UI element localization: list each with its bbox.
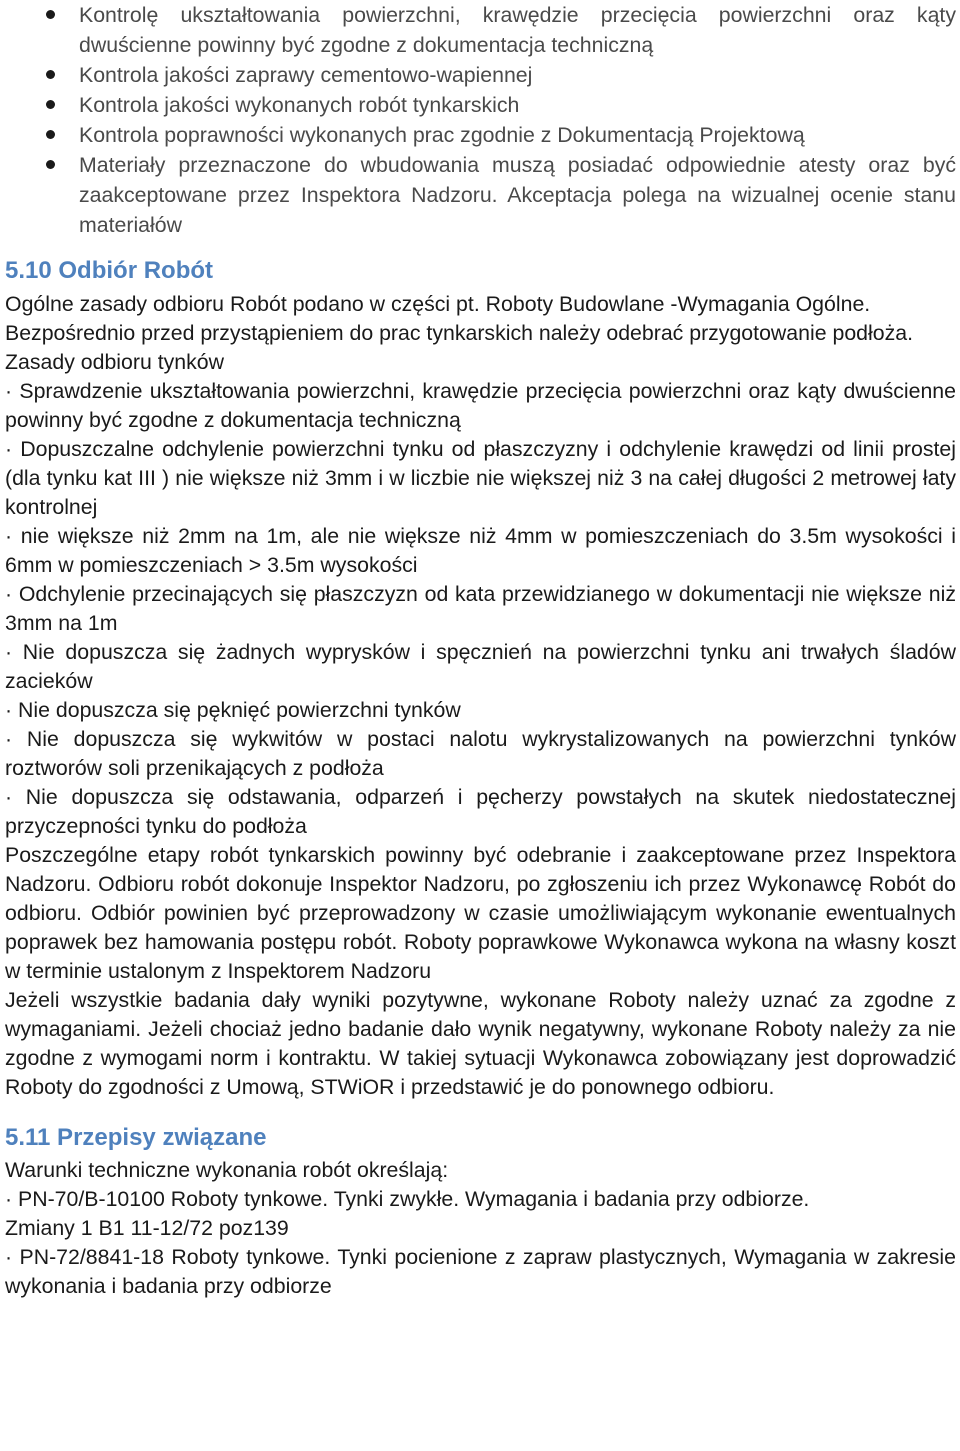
paragraph: · PN-70/B-10100 Roboty tynkowe. Tynki zwykłe. Wymagania i badania przy odbiorze. [5, 1187, 810, 1211]
paragraph: · Sprawdzenie ukształtowania powierzchni, krawędzie przecięcia powierzchni oraz kąty dwuścienne powinny być zgodne z dokumentacja techniczną [5, 379, 956, 432]
bullet-item [5, 150, 956, 240]
paragraph: Poszczególne etapy robót tynkarskich powinny być odebranie i zaakceptowane przez Inspektora Nadzoru. Odbioru robót dokonuje Inspektor Nadzoru, po zgłoszeniu ich przez Wykonawcę Robót do odbioru. Odbiór powinien być przeprowadzony w czasie umożliwiającym wykonanie ewentualnych poprawek bez hamowania postępu robót. Roboty poprawkowe Wykonawca wykona na własny koszt w terminie ustalonym z Inspektorem Nadzoru [5, 843, 956, 983]
section-5-10-body [5, 290, 956, 1102]
section-5-11-body [5, 1156, 956, 1301]
paragraph: Zasady odbioru tynków [5, 350, 225, 374]
bullet-item [5, 90, 956, 120]
bullet-icon [46, 100, 55, 109]
paragraph: · Nie dopuszcza się wykwitów w postaci nalotu wykrystalizowanych na powierzchni tynków roztworów soli przenikających z podłoża [5, 727, 956, 780]
bullet-text: Kontrola jakości wykonanych robót tynkarskich [79, 93, 520, 117]
bullet-text: Kontrolę ukształtowania powierzchni, krawędzie przecięcia powierzchni oraz kąty dwuścienne powinny być zgodne z dokumentacja techniczną [79, 3, 956, 57]
paragraph: Warunki techniczne wykonania robót określają: [5, 1158, 449, 1182]
bullet-item [5, 0, 956, 60]
bullet-text: Kontrola jakości zaprawy cementowo-wapiennej [79, 63, 533, 87]
paragraph: · nie większe niż 2mm na 1m, ale nie większe niż 4mm w pomieszczeniach do 3.5m wysokości i 6mm w pomieszczeniach > 3.5m wysokości [5, 524, 956, 577]
paragraph: · Dopuszczalne odchylenie powierzchni tynku od płaszczyzny i odchylenie krawędzi od linii prostej (dla tynku kat III ) nie większe niż 3mm i w liczbie nie większej niż 3 na całej długości 2 metrowej łaty kontrolnej [5, 437, 956, 519]
paragraph: · Nie dopuszcza się pęknięć powierzchni tynków [5, 698, 461, 722]
paragraph: Ogólne zasady odbioru Robót podano w części pt. Roboty Budowlane -Wymagania Ogólne. [5, 292, 871, 316]
bullet-icon [46, 130, 55, 139]
document-page [5, 0, 956, 1301]
paragraph: · Nie dopuszcza się odstawania, odparzeń i pęcherzy powstałych na skutek niedostatecznej przyczepności tynku do podłoża [5, 785, 956, 838]
bullet-item [5, 60, 956, 90]
paragraph: Jeżeli wszystkie badania dały wyniki pozytywne, wykonane Roboty należy uznać za zgodne z wymaganiami. Jeżeli chociaż jedno badanie dało wynik negatywny, wykonane Roboty należy za nie zgodne z wymogami norm i kontraktu. W takiej sytuacji Wykonawca zobowiązany jest doprowadzić Roboty do zgodności z Umową, STWiOR i przedstawić je do ponownego odbioru. [5, 988, 956, 1099]
bullet-item [5, 120, 956, 150]
control-bullet-list [5, 0, 956, 240]
section-heading-5-10: 5.10 Odbiór Robót [5, 257, 214, 284]
paragraph: Bezpośrednio przed przystąpieniem do prac tynkarskich należy odebrać przygotowanie podłoża. [5, 321, 913, 345]
paragraph: · Nie dopuszcza się żadnych wyprysków i spęcznień na powierzchni tynku ani trwałych śladów zacieków [5, 640, 956, 693]
bullet-icon [46, 10, 55, 19]
bullet-icon [46, 70, 55, 79]
bullet-text: Materiały przeznaczone do wbudowania muszą posiadać odpowiednie atesty oraz być zaakceptowane przez Inspektora Nadzoru. Akceptacja polega na wizualnej ocenie stanu materiałów [79, 153, 956, 237]
bullet-icon [46, 160, 55, 169]
paragraph: Zmiany 1 B1 11-12/72 poz139 [5, 1216, 289, 1240]
bullet-text: Kontrola poprawności wykonanych prac zgodnie z Dokumentacją Projektową [79, 123, 805, 147]
section-heading-5-11: 5.11 Przepisy związane [5, 1124, 267, 1151]
paragraph: · PN-72/8841-18 Roboty tynkowe. Tynki pocienione z zapraw plastycznych, Wymagania w zakresie wykonania i badania przy odbiorze [5, 1245, 956, 1298]
paragraph: · Odchylenie przecinających się płaszczyzn od kata przewidzianego w dokumentacji nie większe niż 3mm na 1m [5, 582, 956, 635]
